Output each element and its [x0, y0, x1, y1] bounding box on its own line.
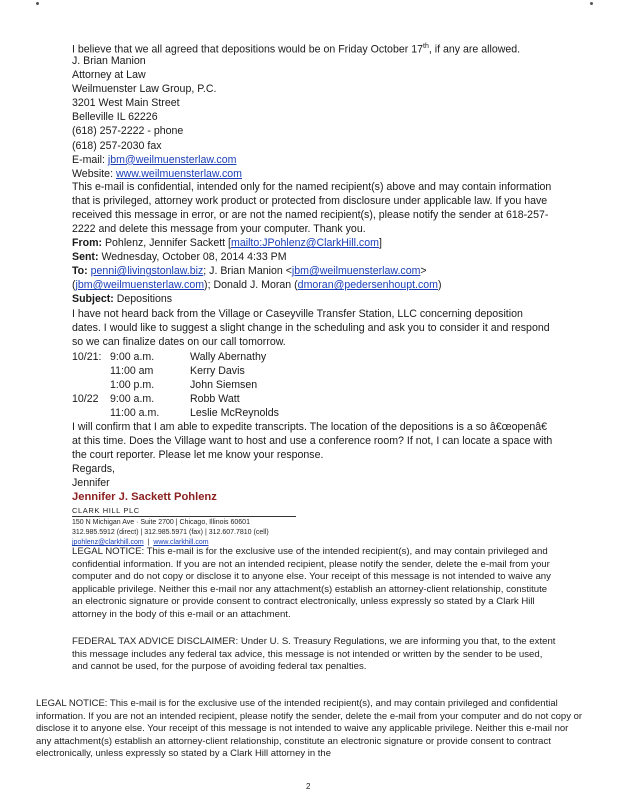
sig-line: J. Brian Manion — [72, 55, 146, 67]
cc-line: (jbm@weilmuensterlaw.com); Donald J. Moran (dmoran@pedersenhoupt.com) — [72, 279, 442, 292]
legal-notice-1: LEGAL NOTICE: This e-mail is for the exclusive use of the intended recipient(s), and may contain privileged and confidential information. If you are not an intended recipient, please notify the sender, delete the e-mail from your computer and do not copy or disclose it to anyone else. Your receipt of this message is not intended to waive any applicable privilege. Neither this e-mail nor any attachment(s) establish an attorney-client relationship, constitute an electronic signature or provide consent to contract electronically, unless expressly so stated by a Clark Hill attorney in the body of this e-mail or an attachment. — [72, 546, 551, 620]
signoff: Jennifer — [72, 477, 110, 489]
sig-email: E-mail: jbm@weilmuensterlaw.com — [72, 153, 237, 166]
clark-hill-phones: 312.985.5912 (direct) | 312.985.5971 (fax) | 312.607.7810 (cell) — [72, 529, 269, 536]
pohlenz-name: Jennifer J. Sackett Pohlenz — [72, 491, 217, 503]
confidentiality-notice: This e-mail is confidential, intended only for the named recipient(s) above and may contain information that is privileged, attorney work product or protected from disclosure under applicable law. If you have received this message in error, or are not the named recipient(s), please notify the sender at 618-257-2222 and delete this message from your computer. Thank you. — [72, 181, 552, 236]
sig-line: Belleville IL 62226 — [72, 111, 158, 124]
schedule-row: 1:00 p.m. John Siemsen — [110, 379, 258, 392]
manion-website-link[interactable]: www.weilmuensterlaw.com — [115, 167, 242, 180]
schedule-row: 11:00 a.m. Leslie McReynolds — [110, 407, 279, 420]
deposition-schedule — [72, 350, 279, 420]
clark-hill-firm: CLARK HILL PLC — [72, 506, 140, 515]
clark-hill-links: jpohlenz@clarkhill.com | www.clarkhill.com — [72, 539, 209, 546]
cc-link-manion[interactable]: jbm@weilmuensterlaw.com — [75, 279, 205, 292]
cc-link-moran[interactable]: dmoran@pedersenhoupt.com — [297, 279, 438, 292]
page-number: 2 — [306, 782, 311, 791]
schedule-row: 10/21: 9:00 a.m. Wally Abernathy — [72, 351, 267, 363]
tax-disclaimer: FEDERAL TAX ADVICE DISCLAIMER: Under U. S. Treasury Regulations, we are informing you that, to the extent this message includes any federal tax advice, this message is not intended or written by the sender to be used, and cannot be used, for the purpose of avoiding federal tax penalties. — [72, 636, 556, 673]
to-link-manion[interactable]: jbm@weilmuensterlaw.com — [291, 265, 421, 278]
from-mailto-link[interactable]: mailto:JPohlenz@ClarkHill.com — [231, 237, 379, 249]
to-link-penni[interactable]: penni@livingstonlaw.biz — [90, 265, 204, 278]
signature-manion — [72, 54, 242, 181]
sig-line: Attorney at Law — [72, 69, 146, 82]
sig-line: Weilmuenster Law Group, P.C. — [72, 83, 217, 96]
body-paragraph-2: I will confirm that I am able to expedite transcripts. The location of the depositions is a so â€œopenâ€ at this time. Does the Village want to host and use a conference room? If not, I can locate a space with the court reporter. Please let me know your response. — [72, 421, 553, 462]
subject-line: Subject: Depositions — [72, 293, 173, 306]
sig-website: Website: www.weilmuensterlaw.com — [72, 167, 242, 180]
opening-line: I believe that we all agreed that depositions would be on Friday October 17th, if any are allowed. — [72, 43, 521, 56]
sig-line: 3201 West Main Street — [72, 97, 180, 110]
scan-mark-left — [36, 2, 39, 5]
schedule-row: 10/22 9:00 a.m. Robb Watt — [72, 393, 240, 406]
manion-email-link[interactable]: jbm@weilmuensterlaw.com — [107, 153, 237, 166]
schedule-row: 11:00 am Kerry Davis — [110, 365, 245, 378]
pohlenz-email-link[interactable]: jpohlenz@clarkhill.com — [72, 539, 144, 546]
clark-hill-address: 150 N Michigan Ave · Suite 2700 | Chicago, Illinois 60601 — [72, 519, 250, 526]
signature-divider — [72, 516, 296, 517]
legal-notice-2: LEGAL NOTICE: This e-mail is for the exclusive use of the intended recipient(s), and may contain privileged and confidential information. If you are not an intended recipient, please notify the sender, delete the e-mail from your computer and do not copy or disclose it to anyone else. Your receipt of this message is not intended to waive any applicable privilege. Neither this e-mail nor any attachment(s) establish an attorney-client relationship, constitute an electronic signature or provide consent to contract electronically, unless expressly so stated by a Clark Hill attorney in the — [36, 698, 583, 760]
email-header — [72, 236, 552, 306]
to-line: To: penni@livingstonlaw.biz; J. Brian Manion <jbm@weilmuensterlaw.com> — [72, 265, 427, 278]
scan-mark-right — [590, 2, 593, 5]
regards: Regards, — [72, 463, 115, 475]
body-paragraph-1: I have not heard back from the Village or Caseyville Transfer Station, LLC concerning deposition dates. I would like to suggest a slight change in the scheduling and ask you to consider it and respond so we can finalize dates on our call tomorrow. — [72, 308, 550, 349]
clark-hill-web-link[interactable]: www.clarkhill.com — [153, 539, 209, 546]
from-line: From: Pohlenz, Jennifer Sackett [mailto:JPohlenz@ClarkHill.com] — [72, 237, 382, 249]
sent-line: Sent: Wednesday, October 08, 2014 4:33 PM — [72, 251, 287, 264]
sig-line: (618) 257-2222 - phone — [72, 125, 184, 138]
sig-line: (618) 257-2030 fax — [72, 139, 162, 152]
